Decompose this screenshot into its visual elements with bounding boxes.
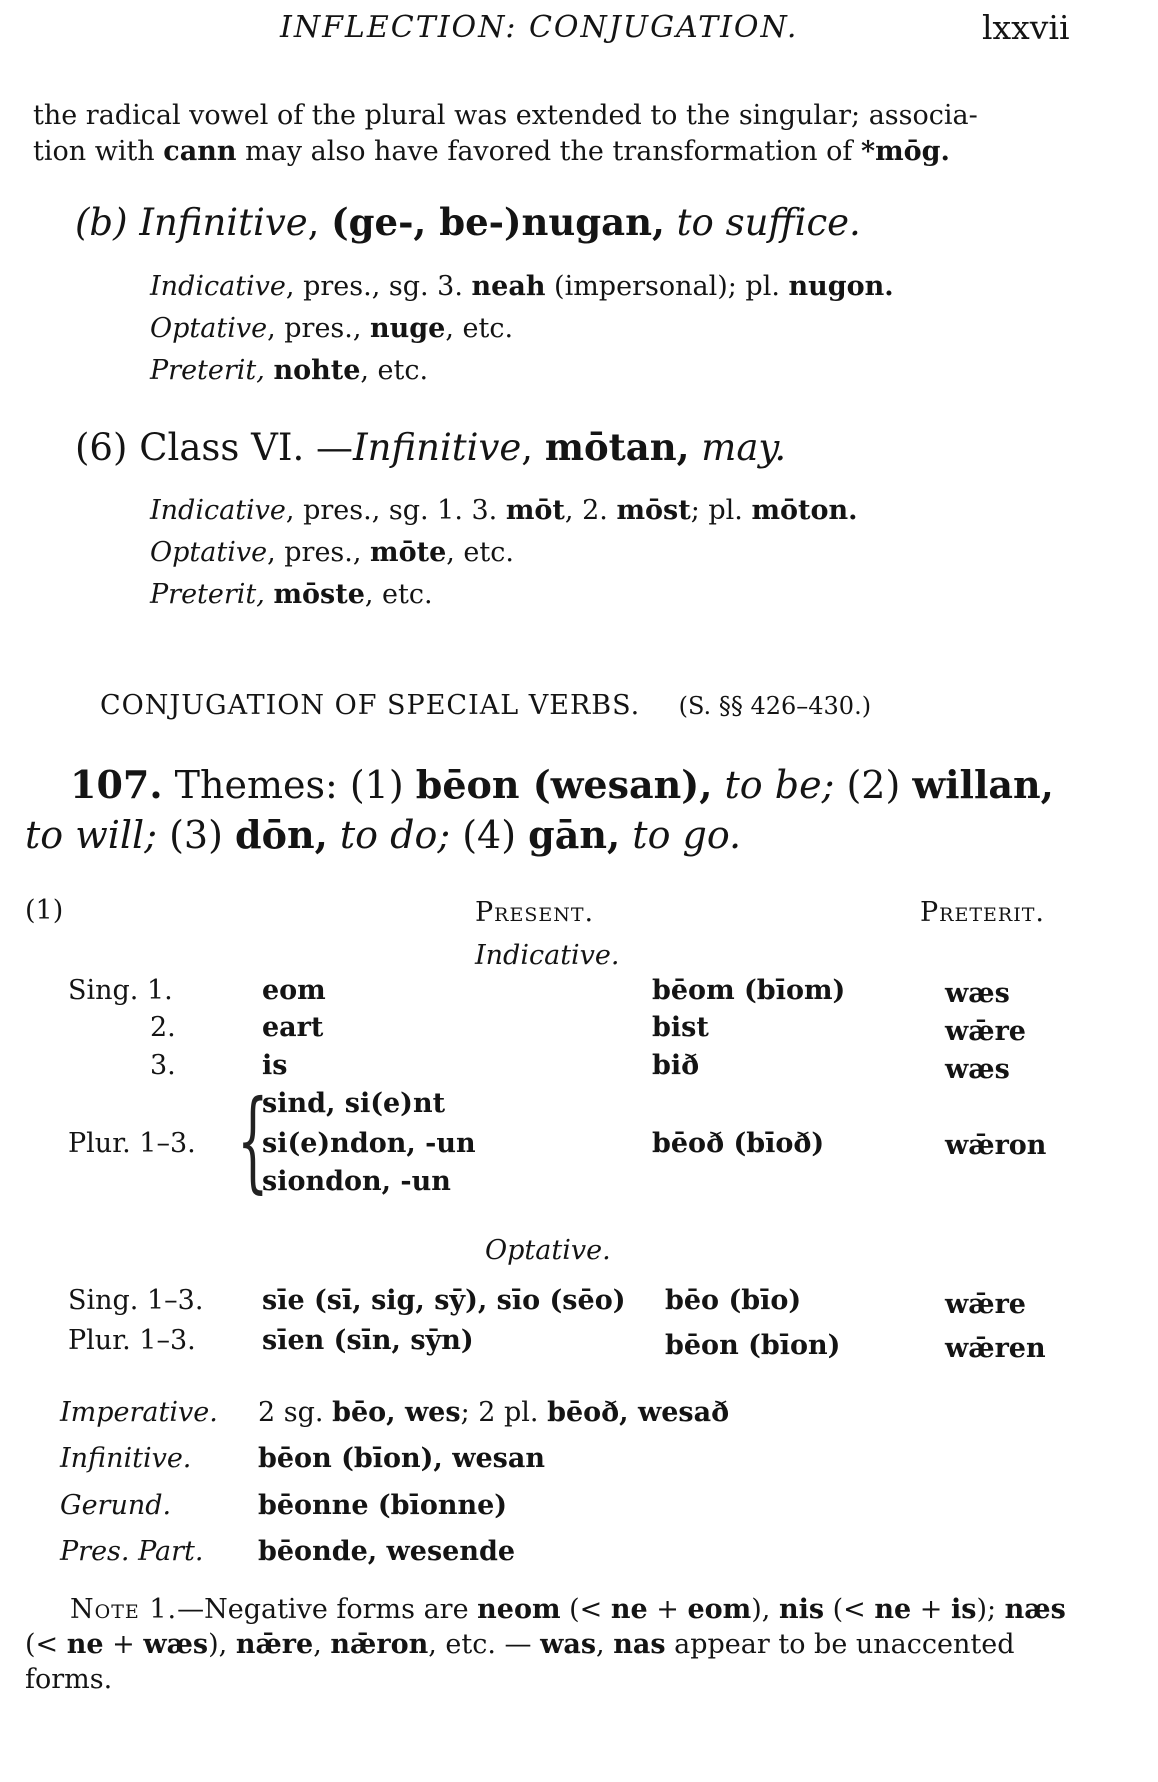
imperative-forms: 2 sg. bēo, wes; 2 pl. bēoð, wesað (258, 1397, 730, 1428)
row-form: is (262, 1050, 288, 1081)
plural-alt-1: sind, si(e)nt (262, 1088, 446, 1119)
row-form: bēon (bīon) (665, 1330, 841, 1361)
row-form: wǣren (945, 1333, 1046, 1364)
row-form: wǣre (945, 1289, 1026, 1320)
gerund-label: Gerund. (60, 1490, 172, 1521)
participle-label: Pres. Part. (60, 1536, 204, 1567)
row-form: sīe (sī, sig, sȳ), sīo (sēo) (262, 1285, 626, 1316)
row-label: Plur. 1–3. (68, 1325, 196, 1356)
row-form: bēoð (bīoð) (652, 1128, 825, 1159)
gerund-forms: bēonne (bīonne) (258, 1490, 508, 1521)
section-6-optative: Optative, pres., mōte, etc. (150, 537, 514, 568)
row-form: bið (652, 1050, 700, 1081)
plural-alt-3: siondon, -un (262, 1166, 451, 1197)
section-heading: CONJUGATION OF SPECIAL VERBS. (S. §§ 426–430.) (100, 690, 872, 721)
section-b-heading: (b) Infinitive, (ge-, be-)nugan, to suffice. (75, 200, 861, 244)
brace: { (237, 1076, 269, 1204)
preterit-header: Preterit. (920, 897, 1045, 928)
row-label: 3. (150, 1050, 176, 1081)
section-b-preterit: Preterit, nohte, etc. (150, 355, 429, 386)
row-form: bēo (bīo) (665, 1285, 802, 1316)
imperative-label: Imperative. (60, 1397, 218, 1428)
row-label: Sing. 1. (68, 975, 173, 1006)
row-form: sīen (sīn, sȳn) (262, 1325, 474, 1356)
infinitive-label: Infinitive. (60, 1443, 192, 1474)
infinitive-forms: bēon (bīon), wesan (258, 1443, 545, 1474)
table-number: (1) (25, 895, 64, 926)
section-b-optative: Optative, pres., nuge, etc. (150, 313, 514, 344)
section-6-forms (150, 490, 858, 616)
paragraph-107-line-1: 107. Themes: (1) bēon (wesan), to be; (2) willan, (70, 762, 1054, 807)
section-6-heading: (6) Class VI. —Infinitive, mōtan, may. (75, 425, 787, 469)
note-1: Note 1.—Negative forms are neom (< ne + eom), nis (< ne + is); næs (< ne + wæs), nǣre, nǣron, etc. — was, nas appear to be unaccented forms. (25, 1594, 1066, 1695)
row-label: Sing. 1–3. (68, 1285, 204, 1316)
section-6-indicative: Indicative, pres., sg. 1. 3. mōt, 2. mōst; pl. mōton. (150, 495, 858, 526)
page-number: lxxvii (982, 8, 1070, 47)
intro-line-1: the radical vowel of the plural was extended to the singular; associa- (33, 100, 978, 131)
row-form: wǣron (945, 1130, 1047, 1161)
intro-paragraph (33, 98, 978, 170)
row-form: eom (262, 975, 326, 1006)
row-form: eart (262, 1012, 324, 1043)
running-head: INFLECTION: CONJUGATION. (280, 10, 799, 45)
section-b-indicative: Indicative, pres., sg. 3. neah (impersonal); pl. nugon. (150, 271, 894, 302)
intro-line-2: tion with cann may also have favored the transformation of *mōg. (33, 136, 950, 167)
present-header: Present. (475, 897, 595, 928)
row-label: Plur. 1–3. (68, 1128, 196, 1159)
row-form: bēom (bīom) (652, 975, 846, 1006)
plural-alt-2: si(e)ndon, -un (262, 1128, 476, 1159)
section-b-forms (150, 266, 894, 392)
row-form: wæs (945, 978, 1010, 1009)
row-form: wǣre (945, 1016, 1026, 1047)
indicative-header: Indicative. (475, 940, 620, 971)
row-form: bist (652, 1012, 709, 1043)
section-6-preterit: Preterit, mōste, etc. (150, 579, 433, 610)
paragraph-107 (25, 760, 1054, 860)
row-label: 2. (150, 1012, 176, 1043)
paragraph-107-line-2: to will; (3) dōn, to do; (4) gān, to go. (25, 812, 742, 857)
row-form: wæs (945, 1054, 1010, 1085)
participle-forms: bēonde, wesende (258, 1536, 516, 1567)
optative-header: Optative. (485, 1235, 611, 1266)
